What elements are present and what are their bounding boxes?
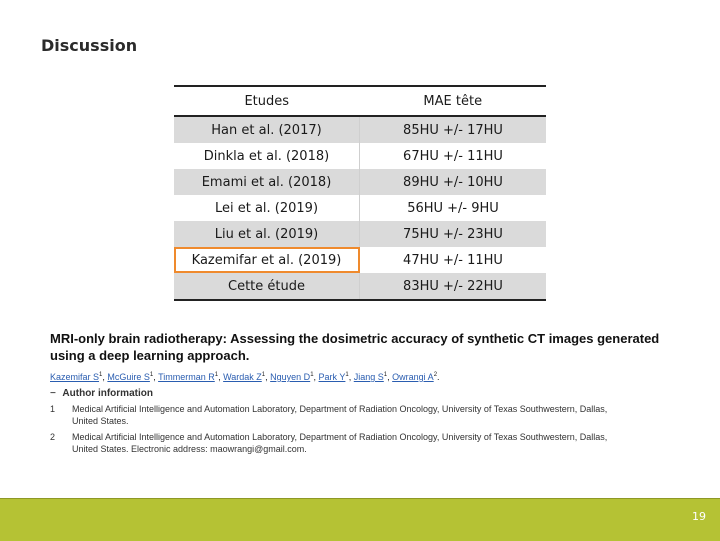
study-cell-highlighted: Kazemifar et al. (2019): [174, 247, 360, 273]
header-mae: MAE tête: [360, 86, 547, 116]
table-header-row: [174, 86, 546, 116]
table-row: [174, 195, 546, 221]
affiliation-number: 2: [50, 432, 56, 442]
mae-cell: 67HU +/- 11HU: [403, 148, 503, 164]
table-row: [174, 143, 546, 169]
study-cell: Dinkla et al. (2018): [174, 143, 360, 169]
author-link[interactable]: Park Y: [318, 372, 346, 382]
table-row: [174, 169, 546, 195]
affiliation-line: United States. Electronic address: maowrangi@gmail.com.: [72, 444, 307, 454]
author-sup: 1: [310, 372, 314, 378]
affiliation-line: Medical Artificial Intelligence and Automation Laboratory, Department of Radiation Oncology, University of Texas Southwestern, Dallas,: [72, 432, 608, 442]
affiliation-number: 1: [50, 404, 56, 414]
author-link[interactable]: Wardak Z: [223, 372, 262, 382]
affiliation-text: [72, 403, 607, 427]
slide-footer-bar: [0, 498, 720, 541]
article-title: [50, 330, 690, 364]
author-link[interactable]: Jiang S: [353, 372, 384, 382]
author-sup: 1: [99, 372, 103, 378]
table-row: [174, 273, 546, 300]
mae-cell: 89HU +/- 10HU: [360, 169, 547, 195]
author-info-toggle[interactable]: [50, 388, 690, 399]
affiliation-item: [50, 403, 690, 427]
study-cell: Han et al. (2017): [174, 116, 360, 143]
author-link[interactable]: Nguyen D: [270, 372, 311, 382]
header-studies: Etudes: [174, 86, 360, 116]
slide-title: Discussion: [41, 36, 138, 55]
article-title-line: MRI-only brain radiotherapy: Assessing the dosimetric accuracy of synthetic CT images generated: [50, 331, 660, 346]
results-table: [174, 85, 546, 301]
page-number: 19: [692, 510, 706, 523]
author-link[interactable]: McGuire S: [107, 372, 150, 382]
study-cell: Lei et al. (2019): [174, 195, 360, 221]
study-cell: Cette étude: [174, 273, 360, 300]
study-cell: Liu et al. (2019): [174, 221, 360, 247]
author-sup: 1: [214, 372, 219, 378]
author-sup: 1: [149, 372, 154, 378]
author-list: Kazemifar $S^1$, McGuire $S^1$, Timmerman $R^1$, Wardak $Z^1$, Nguyen $D^1$, Park $Y^1$, Jiang $S^1$, Owrangi $A^2$.: [50, 372, 440, 382]
affiliation-item: [50, 431, 690, 455]
author-sup: 1: [383, 372, 388, 378]
author-link[interactable]: Timmerman R: [158, 372, 215, 382]
author-sup: 1: [345, 372, 349, 378]
expand-minus-icon: −: [50, 388, 56, 399]
article-title-line: using a deep learning approach.: [50, 348, 250, 363]
affiliation-line: Medical Artificial Intelligence and Automation Laboratory, Department of Radiation Oncology, University of Texas Southwestern, Dallas,: [72, 404, 608, 414]
mae-cell: 83HU +/- 22HU: [360, 273, 547, 300]
author-sup: 1: [261, 372, 266, 378]
table-row: [174, 221, 546, 247]
mae-cell: 56HU +/- 9HU: [407, 200, 499, 216]
affiliation-line: United States.: [72, 416, 129, 426]
mae-cell: 85HU +/- 17HU: [360, 116, 547, 143]
mae-cell: 47HU +/- 11HU: [403, 252, 503, 268]
table-row: [174, 116, 546, 143]
article-excerpt: [50, 330, 690, 455]
affiliation-text: [72, 431, 607, 455]
author-info-label: Author information: [62, 388, 153, 399]
mae-cell: 75HU +/- 23HU: [360, 221, 547, 247]
author-link[interactable]: Owrangi A: [392, 372, 434, 382]
author-sup: 2: [433, 372, 438, 378]
study-cell: Emami et al. (2018): [174, 169, 360, 195]
author-link[interactable]: Kazemifar S: [50, 372, 100, 382]
table-row-highlighted: [174, 247, 546, 273]
